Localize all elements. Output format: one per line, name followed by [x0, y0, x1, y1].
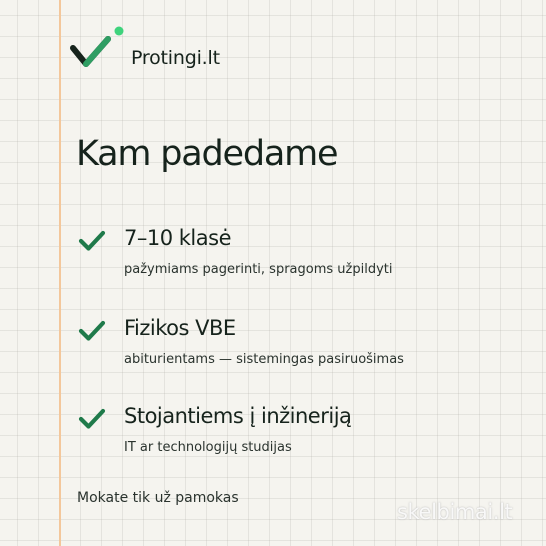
list-item-subtitle: abiturientams — sistemingas pasiruošimas [124, 352, 404, 367]
brand-name: Protingi.lt [131, 47, 220, 69]
footnote: Mokate tik už pamokas [77, 490, 239, 506]
list-item-title: Fizikos VBE [124, 316, 236, 340]
brand[interactable] [70, 26, 370, 76]
check-icon [78, 229, 106, 253]
check-icon [78, 407, 106, 431]
notebook-margin-line [59, 0, 61, 546]
watermark-text: skelbimai.lt [397, 500, 513, 524]
list-item-title: 7–10 klasė [124, 226, 231, 250]
watermark [395, 494, 535, 534]
page-title: Kam padedame [76, 134, 338, 174]
list-item-grades [78, 226, 518, 286]
list-item-physics-exam [78, 316, 518, 376]
list-item-engineering [78, 404, 518, 464]
list-item-subtitle: pažymiams pagerinti, spragoms užpildyti [124, 262, 393, 277]
list-item-title: Stojantiems į inžineriją [124, 404, 352, 428]
list-item-subtitle: IT ar technologijų studijas [124, 440, 292, 455]
checkmark-dot-logo-icon [70, 26, 126, 76]
check-icon [78, 319, 106, 343]
